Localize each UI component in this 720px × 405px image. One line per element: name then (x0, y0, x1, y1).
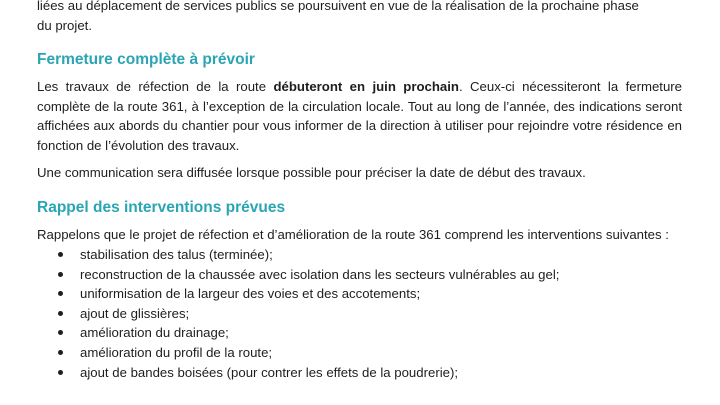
list-item-text: ajout de glissières; (80, 305, 190, 321)
bullet-icon (58, 350, 63, 355)
paragraph-travaux (37, 77, 682, 155)
interventions-list (37, 245, 682, 382)
list-item (37, 304, 682, 324)
bullet-icon (58, 370, 63, 375)
list-item (37, 343, 682, 363)
bullet-icon (58, 272, 63, 277)
list-item-text: stabilisation des talus (terminée); (80, 247, 273, 262)
bullet-icon (58, 330, 63, 335)
list-item-text: ajout de bandes boisées (pour contrer les effets de la poudrerie); (80, 364, 459, 380)
list-item (37, 363, 682, 383)
intro-line-1: liées au déplacement de services publics se poursuivent en vue de la réalisation de la prochaine phase (37, 0, 639, 13)
list-item (37, 265, 682, 285)
list-item (37, 284, 682, 304)
list-item-text: reconstruction de la chaussée avec isolation dans les secteurs vulnérables au gel; (80, 266, 560, 282)
bullet-icon (58, 252, 63, 257)
list-item-text: amélioration du drainage; (80, 325, 229, 341)
heading-fermeture: Fermeture complète à prévoir (37, 51, 255, 68)
paragraph-communication: Une communication sera diffusée lorsque possible pour préciser la date de début des travaux. (37, 165, 586, 180)
bullet-icon (58, 311, 63, 316)
paragraph-rappel: Rappelons que le projet de réfection et d’amélioration de la route 361 comprend les interventions suivantes : (37, 226, 669, 242)
heading-rappel: Rappel des interventions prévues (37, 198, 286, 216)
intro-paragraph (37, 0, 682, 35)
list-item (37, 245, 682, 265)
intro-line-2: du projet. (37, 17, 92, 33)
bullet-icon (58, 291, 63, 296)
paragraph-travaux-bold: débuteront en juin prochain (273, 79, 459, 94)
document-page (37, 0, 682, 382)
list-item (37, 323, 682, 343)
list-item-text: amélioration du profil de la route; (80, 344, 273, 360)
paragraph-travaux-end: . Ceux-ci nécessiteront la fermeture complète de la route 361, à l’exception de la circulation locale. Tout au long de l’année, des indications seront affichées aux abords du chantier pour vous informer de la direction à utiliser pour rejoindre votre résidence en fonction de l’évolution des travaux. (37, 79, 682, 153)
paragraph-travaux-start: Les travaux de réfection de la route (37, 79, 274, 94)
list-item-text: uniformisation de la largeur des voies et des accotements; (80, 286, 421, 302)
